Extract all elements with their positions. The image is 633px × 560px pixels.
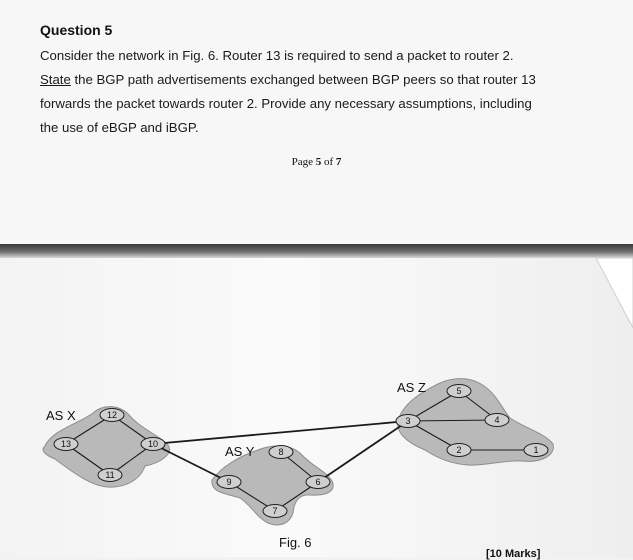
as-y-label: AS Y <box>225 444 255 459</box>
router-12 <box>100 409 124 422</box>
page-prefix: Page <box>291 156 313 168</box>
router-10 <box>141 438 165 451</box>
figure-caption: Fig. 6 <box>279 535 312 550</box>
question-page <box>0 0 633 244</box>
router-6 <box>306 476 330 489</box>
question-body <box>40 44 580 140</box>
router-2 <box>447 444 471 457</box>
router-1 <box>524 444 548 457</box>
svg-text:4: 4 <box>494 415 500 425</box>
page-total: 7 <box>335 156 342 168</box>
as-z-label: AS Z <box>397 380 426 395</box>
svg-text:10: 10 <box>147 439 159 449</box>
router-3 <box>396 415 420 428</box>
svg-text:13: 13 <box>60 439 72 449</box>
question-line-4: the use of eBGP and iBGP. <box>40 120 199 135</box>
router-11 <box>98 469 122 482</box>
svg-text:6: 6 <box>315 477 321 487</box>
state-word: State <box>40 72 71 87</box>
svg-text:11: 11 <box>105 470 115 480</box>
router-7 <box>263 505 287 518</box>
svg-text:9: 9 <box>226 477 232 487</box>
question-line-2 <box>40 68 580 92</box>
router-9 <box>217 476 241 489</box>
svg-text:3: 3 <box>405 416 411 426</box>
page-number <box>0 156 633 168</box>
svg-text:5: 5 <box>456 386 462 396</box>
svg-text:8: 8 <box>278 447 284 457</box>
link-10-9 <box>153 444 229 482</box>
link-10-3 <box>153 421 408 444</box>
figure-page <box>0 258 633 560</box>
router-8 <box>269 446 293 459</box>
router-4 <box>485 414 509 427</box>
question-line-1: Consider the network in Fig. 6. Router 13 is required to send a packet to router 2. <box>40 48 514 63</box>
link-6-3 <box>318 421 408 482</box>
page-curl <box>596 258 633 328</box>
network-figure <box>0 258 633 557</box>
page-of: of <box>323 156 334 168</box>
question-line-2-text: the BGP path advertisements exchanged between BGP peers so that router 13 <box>74 72 536 87</box>
question-line-3: forwards the packet towards router 2. Provide any necessary assumptions, including <box>40 96 532 111</box>
as-clouds <box>43 379 553 525</box>
svg-text:1: 1 <box>533 445 539 455</box>
marks-label: [10 Marks] <box>486 548 541 560</box>
svg-text:7: 7 <box>272 506 278 516</box>
svg-text:12: 12 <box>106 410 118 420</box>
page-current: 5 <box>315 156 322 168</box>
as-x-label: AS X <box>46 408 76 423</box>
page-divider <box>0 244 633 258</box>
svg-text:2: 2 <box>456 445 462 455</box>
router-13 <box>54 438 78 451</box>
router-5 <box>447 385 471 398</box>
question-title: Question 5 <box>40 22 113 38</box>
